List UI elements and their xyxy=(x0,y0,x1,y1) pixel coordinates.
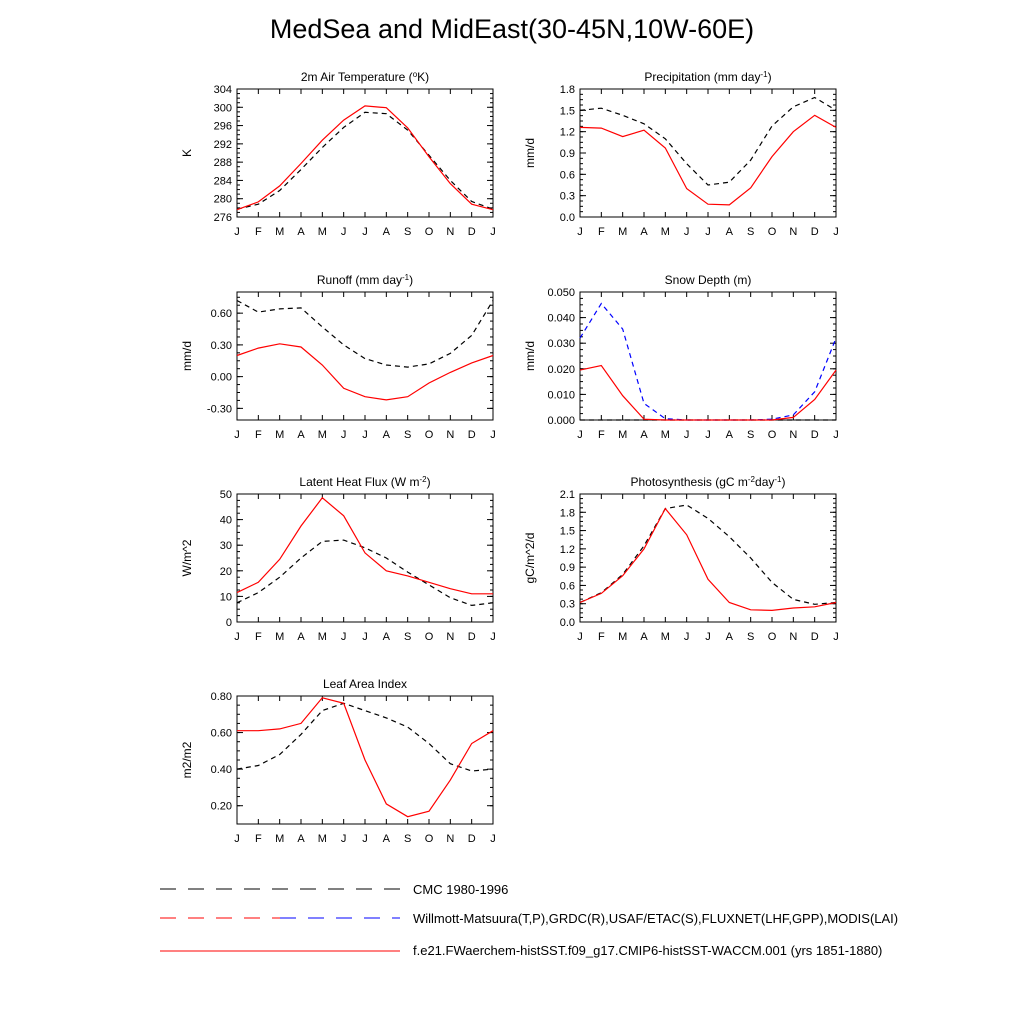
x-tick-label: J xyxy=(362,631,368,643)
x-tick-label: F xyxy=(597,429,605,441)
x-tick-label: S xyxy=(746,429,755,441)
x-tick-label: A xyxy=(640,226,648,238)
x-tick-label: A xyxy=(297,833,305,845)
panel-title: Leaf Area Index xyxy=(322,677,408,691)
x-tick-label: S xyxy=(403,226,412,238)
panel-7 xyxy=(180,677,496,845)
y-tick-label: 0.40 xyxy=(210,764,232,777)
y-tick-label: 1.5 xyxy=(559,105,575,118)
y-tick-label: 50 xyxy=(219,489,232,501)
y-axis-label: mm/d xyxy=(180,341,194,371)
y-tick-label: 1.2 xyxy=(559,126,575,139)
x-tick-label: A xyxy=(382,833,391,845)
x-tick-label: J xyxy=(234,833,240,845)
y-tick-label: 0.050 xyxy=(547,287,575,299)
y-axis-label: mm/d xyxy=(523,341,537,371)
y-tick-label: 292 xyxy=(213,138,232,151)
x-tick-label: M xyxy=(317,631,327,643)
x-tick-label: J xyxy=(577,429,583,441)
y-axis-label: K xyxy=(180,148,194,158)
x-tick-label: F xyxy=(254,631,262,643)
y-tick-label: 1.8 xyxy=(559,507,575,520)
y-tick-label: 280 xyxy=(213,193,232,206)
x-tick-label: J xyxy=(340,833,347,845)
panel-title: Precipitation (mm day$^{-1}$) xyxy=(644,69,772,84)
y-tick-label: 0 xyxy=(225,617,232,629)
series-line-model xyxy=(237,498,493,594)
panel-title: Runoff (mm day$^{-1}$) xyxy=(316,272,414,287)
y-tick-label: 0.3 xyxy=(559,190,575,203)
x-tick-label: J xyxy=(362,226,368,238)
x-tick-label: J xyxy=(340,429,347,441)
x-tick-label: N xyxy=(446,833,455,845)
x-tick-label: J xyxy=(833,226,839,238)
panel-title: Snow Depth (m) xyxy=(664,273,752,287)
y-tick-label: 0.000 xyxy=(547,415,575,427)
series-line-cmc xyxy=(237,540,493,605)
y-tick-label: 30 xyxy=(219,540,232,553)
x-tick-label: M xyxy=(618,631,628,643)
plot-frame xyxy=(237,89,493,217)
x-tick-label: J xyxy=(833,631,839,643)
y-tick-label: 20 xyxy=(219,565,232,578)
plot-frame xyxy=(237,494,493,622)
x-tick-label: D xyxy=(810,429,819,441)
x-tick-label: N xyxy=(789,226,798,238)
y-tick-label: 40 xyxy=(219,514,232,527)
x-tick-label: A xyxy=(382,631,391,643)
plot-frame xyxy=(237,292,493,420)
x-tick-label: O xyxy=(767,631,777,643)
y-tick-label: 0.9 xyxy=(559,148,575,160)
x-tick-label: M xyxy=(275,833,285,845)
series-line-cmc xyxy=(237,301,493,368)
x-tick-label: J xyxy=(362,833,368,845)
x-tick-label: J xyxy=(490,226,496,238)
x-tick-label: F xyxy=(254,429,262,441)
x-tick-label: N xyxy=(789,429,798,441)
x-tick-label: O xyxy=(424,833,434,845)
x-tick-label: S xyxy=(403,429,412,441)
x-tick-label: D xyxy=(810,631,819,643)
x-tick-label: A xyxy=(382,429,391,441)
figure-title: MedSea and MidEast(30-45N,10W-60E) xyxy=(269,14,755,44)
y-tick-label: 0.6 xyxy=(559,580,575,593)
x-tick-label: O xyxy=(767,226,777,238)
x-tick-label: S xyxy=(403,631,412,643)
series-line-model xyxy=(580,509,836,611)
y-tick-label: 300 xyxy=(213,102,232,115)
y-tick-label: 0.9 xyxy=(559,562,575,575)
y-tick-label: 0.30 xyxy=(210,339,232,352)
x-tick-label: M xyxy=(618,429,628,441)
x-tick-label: O xyxy=(424,631,434,643)
plot-frame xyxy=(580,292,836,420)
x-tick-label: O xyxy=(424,226,434,238)
x-tick-label: O xyxy=(424,429,434,441)
x-tick-label: J xyxy=(833,429,839,441)
x-tick-label: A xyxy=(297,631,305,643)
y-tick-label: 288 xyxy=(213,157,232,170)
series-line-model xyxy=(237,106,493,210)
panel-title: 2m Air Temperature ($^o$K) xyxy=(300,69,430,84)
y-axis-label: mm/d xyxy=(523,138,537,168)
y-tick-label: 2.1 xyxy=(559,489,575,501)
y-tick-label: 0.00 xyxy=(210,371,232,384)
x-tick-label: D xyxy=(467,631,476,643)
x-tick-label: O xyxy=(767,429,777,441)
x-tick-label: M xyxy=(660,631,670,643)
y-tick-label: 1.5 xyxy=(559,525,575,538)
x-tick-label: A xyxy=(640,429,648,441)
x-tick-label: M xyxy=(275,226,285,238)
x-tick-label: N xyxy=(446,429,455,441)
y-axis-label: m2/m2 xyxy=(180,741,194,779)
x-tick-label: J xyxy=(234,429,240,441)
x-tick-label: D xyxy=(810,226,819,238)
x-tick-label: M xyxy=(317,429,327,441)
x-tick-label: J xyxy=(234,631,240,643)
x-tick-label: S xyxy=(746,226,755,238)
x-tick-label: M xyxy=(618,226,628,238)
x-tick-label: M xyxy=(317,226,327,238)
legend-label-observations: Willmott-Matsuura(T,P),GRDC(R),USAF/ETAC(S),FLUXNET(LHF,GPP),MODIS(LAI) xyxy=(413,911,899,926)
x-tick-label: J xyxy=(234,226,240,238)
x-tick-label: A xyxy=(725,226,734,238)
y-axis-label: gC/m^2/d xyxy=(523,532,537,584)
x-tick-label: J xyxy=(340,631,347,643)
panel-title: Latent Heat Flux (W $m^{-2}$) xyxy=(299,474,431,489)
y-tick-label: 276 xyxy=(213,212,232,224)
legend-label-model: f.e21.FWaerchem-histSST.f09_g17.CMIP6-histSST-WACCM.001 (yrs 1851-1880) xyxy=(413,943,883,958)
x-tick-label: N xyxy=(789,631,798,643)
x-tick-label: J xyxy=(577,226,583,238)
x-tick-label: M xyxy=(317,833,327,845)
x-tick-label: A xyxy=(297,226,305,238)
y-tick-label: 1.8 xyxy=(559,84,575,96)
y-tick-label: 10 xyxy=(219,591,232,604)
y-tick-label: 304 xyxy=(213,84,232,96)
x-tick-label: S xyxy=(403,833,412,845)
series-line-cmc xyxy=(580,98,836,186)
series-line-model xyxy=(580,366,836,421)
y-tick-label: 0.6 xyxy=(559,169,575,182)
panel-2 xyxy=(523,70,839,239)
x-tick-label: J xyxy=(683,429,690,441)
x-tick-label: M xyxy=(660,429,670,441)
plot-frame xyxy=(580,89,836,217)
series-line-obs xyxy=(580,304,836,421)
x-tick-label: A xyxy=(382,226,391,238)
x-tick-label: J xyxy=(705,631,711,643)
panel-1 xyxy=(180,70,496,239)
x-tick-label: J xyxy=(705,429,711,441)
x-tick-label: M xyxy=(275,631,285,643)
x-tick-label: F xyxy=(597,226,605,238)
series-line-cmc xyxy=(237,112,493,209)
x-tick-label: F xyxy=(597,631,605,643)
x-tick-label: M xyxy=(275,429,285,441)
x-tick-label: F xyxy=(254,833,262,845)
x-tick-label: J xyxy=(683,226,690,238)
x-tick-label: D xyxy=(467,226,476,238)
x-tick-label: A xyxy=(725,631,734,643)
y-tick-label: 0.20 xyxy=(210,800,232,813)
y-tick-label: 0.60 xyxy=(210,727,232,740)
y-tick-label: 0.010 xyxy=(547,389,575,402)
y-tick-label: 0.0 xyxy=(559,617,575,629)
x-tick-label: J xyxy=(490,631,496,643)
x-tick-label: J xyxy=(490,429,496,441)
x-tick-label: J xyxy=(340,226,347,238)
y-tick-label: 284 xyxy=(213,175,232,188)
x-tick-label: A xyxy=(297,429,305,441)
x-tick-label: N xyxy=(446,631,455,643)
y-tick-label: 0.60 xyxy=(210,308,232,321)
x-tick-label: N xyxy=(446,226,455,238)
legend-label-cmc: CMC 1980-1996 xyxy=(413,882,509,897)
y-axis-label: W/m^2 xyxy=(180,539,194,577)
panel-6 xyxy=(523,475,839,644)
y-tick-label: 0.040 xyxy=(547,312,575,325)
x-tick-label: J xyxy=(577,631,583,643)
x-tick-label: A xyxy=(640,631,648,643)
panel-4 xyxy=(523,273,839,441)
x-tick-label: J xyxy=(705,226,711,238)
x-tick-label: F xyxy=(254,226,262,238)
y-tick-label: 0.0 xyxy=(559,212,575,224)
panel-title: Photosynthesis (gC $m^{-2}day^{-1}$) xyxy=(630,474,786,489)
series-line-model xyxy=(580,115,836,205)
plot-frame xyxy=(580,494,836,622)
series-line-cmc xyxy=(580,505,836,604)
y-tick-label: 0.80 xyxy=(210,691,232,703)
panel-3 xyxy=(180,273,496,442)
panel-5 xyxy=(180,475,496,644)
series-line-model xyxy=(237,344,493,400)
x-tick-label: J xyxy=(490,833,496,845)
y-tick-label: -0.30 xyxy=(206,403,232,416)
y-tick-label: 1.2 xyxy=(559,543,575,556)
x-tick-label: S xyxy=(746,631,755,643)
x-tick-label: A xyxy=(725,429,734,441)
y-tick-label: 296 xyxy=(213,120,232,133)
x-tick-label: D xyxy=(467,429,476,441)
y-tick-label: 0.030 xyxy=(547,338,575,351)
x-tick-label: D xyxy=(467,833,476,845)
y-tick-label: 0.020 xyxy=(547,363,575,376)
x-tick-label: J xyxy=(683,631,690,643)
x-tick-label: M xyxy=(660,226,670,238)
x-tick-label: J xyxy=(362,429,368,441)
y-tick-label: 0.3 xyxy=(559,598,575,611)
